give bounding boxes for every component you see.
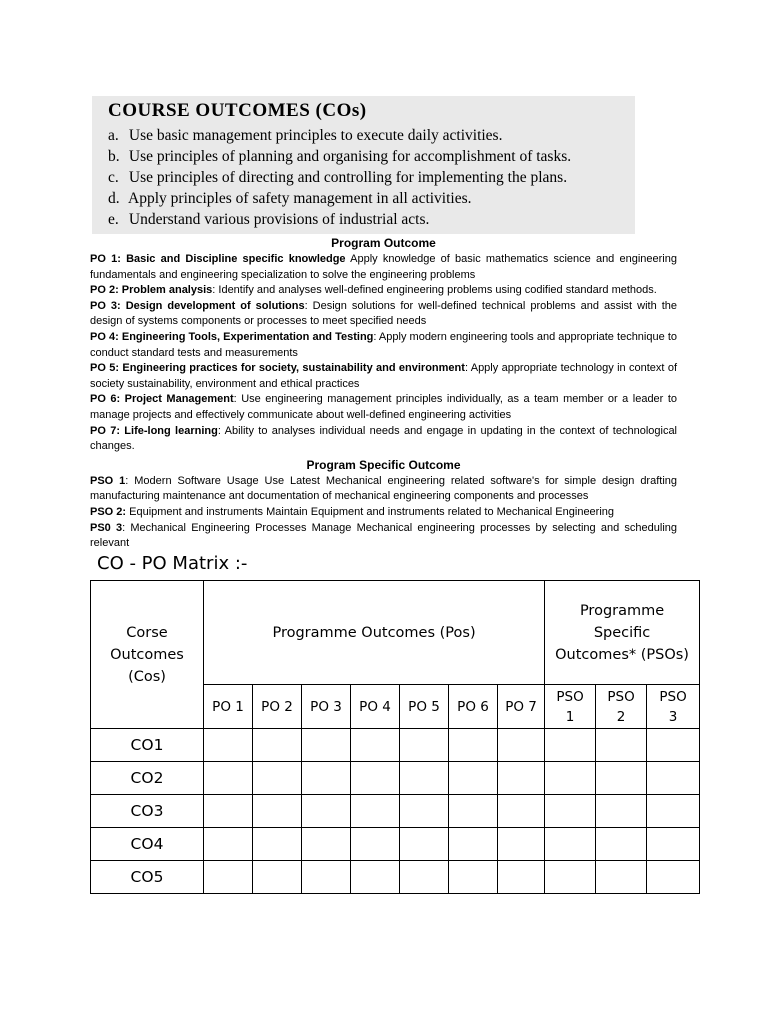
header-psos-label: Programme Specific Outcomes* (PSOs)	[555, 602, 689, 663]
cell	[253, 795, 302, 828]
cell	[647, 861, 700, 894]
cell	[596, 729, 647, 762]
cell	[545, 762, 596, 795]
cell	[253, 762, 302, 795]
po-text: : Apply appropriate technology in context of society sustainability, environment and ethical practices	[90, 362, 677, 390]
cell	[596, 861, 647, 894]
po-text: : Ability to analyses individual needs and engage in updating in the context of technological changes.	[90, 424, 678, 453]
col-header-po4: PO 4	[351, 685, 400, 729]
cell	[596, 828, 647, 861]
cell	[351, 729, 400, 762]
cell	[400, 861, 449, 894]
cell	[498, 861, 545, 894]
cell	[302, 729, 351, 762]
cell	[545, 729, 596, 762]
po-label: PO 1: Basic and Discipline specific knowledge	[90, 253, 346, 265]
po-paragraph	[90, 361, 677, 392]
col-header-pso1-label: PSO 1	[556, 688, 584, 725]
cell	[449, 729, 498, 762]
po-label: PO 6: Project Management	[90, 393, 234, 406]
pso-label: PS0 3	[90, 521, 123, 534]
cell	[302, 828, 351, 861]
cell	[498, 795, 545, 828]
pso-text: : Modern Software Usage Use Latest Mechanical engineering related software's for simple design drafting manufacturing maintenance ant documentation of mechanical engineering components and processes	[90, 474, 678, 503]
po-label: PO 4: Engineering Tools, Experimentation and Testing	[90, 330, 374, 343]
cell	[647, 828, 700, 861]
row-label-co3: CO3	[91, 795, 204, 828]
course-outcome-item	[108, 125, 635, 146]
cell	[498, 828, 545, 861]
cell	[647, 762, 700, 795]
row-label-co2: CO2	[91, 762, 204, 795]
cell	[204, 729, 253, 762]
col-header-po3: PO 3	[302, 685, 351, 729]
table-row	[91, 795, 700, 828]
cell	[545, 795, 596, 828]
po-paragraph	[90, 299, 677, 330]
cell	[351, 762, 400, 795]
cell	[400, 729, 449, 762]
col-header-po6: PO 6	[449, 685, 498, 729]
cell	[204, 861, 253, 894]
cell	[449, 861, 498, 894]
pso-paragraph	[90, 474, 677, 505]
po-text: : Apply modern engineering tools and appropriate technique to conduct standard tests and measurements	[90, 330, 677, 359]
col-header-pso2-label: PSO 2	[607, 688, 635, 725]
row-label-co5: CO5	[91, 861, 204, 894]
item-text: Apply principles of safety management in all activities.	[128, 190, 472, 207]
cell	[400, 828, 449, 861]
po-text: : Design solutions for well-defined technical problems and assist with the design of systems components or processes to meet specified needs	[90, 299, 678, 328]
course-outcome-item	[108, 188, 635, 209]
cell	[302, 762, 351, 795]
header-programme-specific-outcomes	[545, 581, 700, 685]
cell	[545, 828, 596, 861]
course-outcomes-title: COURSE OUTCOMES (COs)	[108, 100, 367, 121]
cell	[253, 861, 302, 894]
cell	[204, 828, 253, 861]
item-letter: b.	[108, 148, 120, 165]
pso-paragraph	[90, 505, 677, 521]
cell	[400, 795, 449, 828]
matrix-title: CO - PO Matrix :-	[97, 553, 248, 574]
cell	[351, 795, 400, 828]
item-text: Use principles of directing and controlling for implementing the plans.	[128, 169, 568, 186]
po-paragraph	[90, 392, 677, 423]
cell	[351, 828, 400, 861]
pso-label: PSO 1	[90, 474, 126, 487]
table-row	[91, 729, 700, 762]
course-outcome-item	[108, 209, 635, 230]
po-label: PO 7: Life-long learning	[90, 424, 218, 437]
cell	[302, 795, 351, 828]
header-course-outcomes-label: Corse Outcomes (Cos)	[110, 624, 184, 685]
cell	[498, 729, 545, 762]
po-label: PO 2: Problem analysis	[90, 284, 213, 297]
po-label: PO 3: Design development of solutions	[90, 299, 305, 312]
po-paragraph	[90, 283, 677, 299]
cell	[647, 795, 700, 828]
cell	[545, 861, 596, 894]
po-text: : Identify and analyses well-defined engineering problems using codified standard methods.	[212, 284, 657, 297]
col-header-pso3-label: PSO 3	[659, 688, 687, 725]
item-letter: a.	[108, 127, 119, 144]
col-header-pso1	[545, 685, 596, 729]
po-paragraph	[90, 330, 677, 361]
course-outcome-item	[108, 146, 635, 167]
pso-paragraph	[90, 521, 677, 552]
pso-text: Equipment and instruments Maintain Equipment and instruments related to Mechanical Engineering	[126, 505, 615, 518]
cell	[449, 762, 498, 795]
course-outcome-item	[108, 167, 635, 188]
header-course-outcomes	[91, 581, 204, 729]
item-text: Understand various provisions of industrial acts.	[128, 211, 430, 228]
cell	[302, 861, 351, 894]
po-paragraph	[90, 252, 677, 283]
col-header-po7: PO 7	[498, 685, 545, 729]
item-letter: e.	[108, 211, 119, 228]
program-outcomes-section	[90, 236, 677, 552]
co-po-matrix-table	[90, 580, 700, 894]
po-paragraph	[90, 424, 677, 455]
item-text: Use basic management principles to execute daily activities.	[128, 127, 503, 144]
cell	[253, 828, 302, 861]
cell	[596, 795, 647, 828]
po-text: : Use engineering management principles individually, as a team member or a leader to manage projects and effectively communicate about well-defined engineering activities	[90, 393, 677, 421]
cell	[647, 729, 700, 762]
cell	[449, 828, 498, 861]
po-text: Apply knowledge of basic mathematics science and engineering fundamentals and engineering specialization to solve the engineering problems	[90, 253, 677, 281]
col-header-po2: PO 2	[253, 685, 302, 729]
pso-label: PSO 2:	[90, 505, 127, 518]
cell	[351, 861, 400, 894]
cell	[400, 762, 449, 795]
cell	[498, 762, 545, 795]
col-header-po5: PO 5	[400, 685, 449, 729]
program-specific-outcome-title: Program Specific Outcome	[306, 457, 461, 472]
table-row	[91, 861, 700, 894]
col-header-po1: PO 1	[204, 685, 253, 729]
cell	[253, 729, 302, 762]
cell	[449, 795, 498, 828]
po-label: PO 5: Engineering practices for society, sustainability and environment	[90, 362, 465, 375]
program-outcome-title: Program Outcome	[331, 236, 436, 250]
col-header-pso2	[596, 685, 647, 729]
header-programme-outcomes: Programme Outcomes (Pos)	[204, 581, 545, 685]
table-row	[91, 828, 700, 861]
table-row	[91, 762, 700, 795]
row-label-co1: CO1	[91, 729, 204, 762]
item-text: Use principles of planning and organising for accomplishment of tasks.	[128, 148, 572, 165]
col-header-pso3	[647, 685, 700, 729]
pso-text: : Mechanical Engineering Processes Manage Mechanical engineering processes by selecting and scheduling relevant	[90, 521, 678, 550]
cell	[204, 795, 253, 828]
course-outcomes-image	[92, 96, 635, 234]
item-letter: d.	[108, 190, 120, 207]
cell	[596, 762, 647, 795]
cell	[204, 762, 253, 795]
item-letter: c.	[108, 169, 119, 186]
row-label-co4: CO4	[91, 828, 204, 861]
